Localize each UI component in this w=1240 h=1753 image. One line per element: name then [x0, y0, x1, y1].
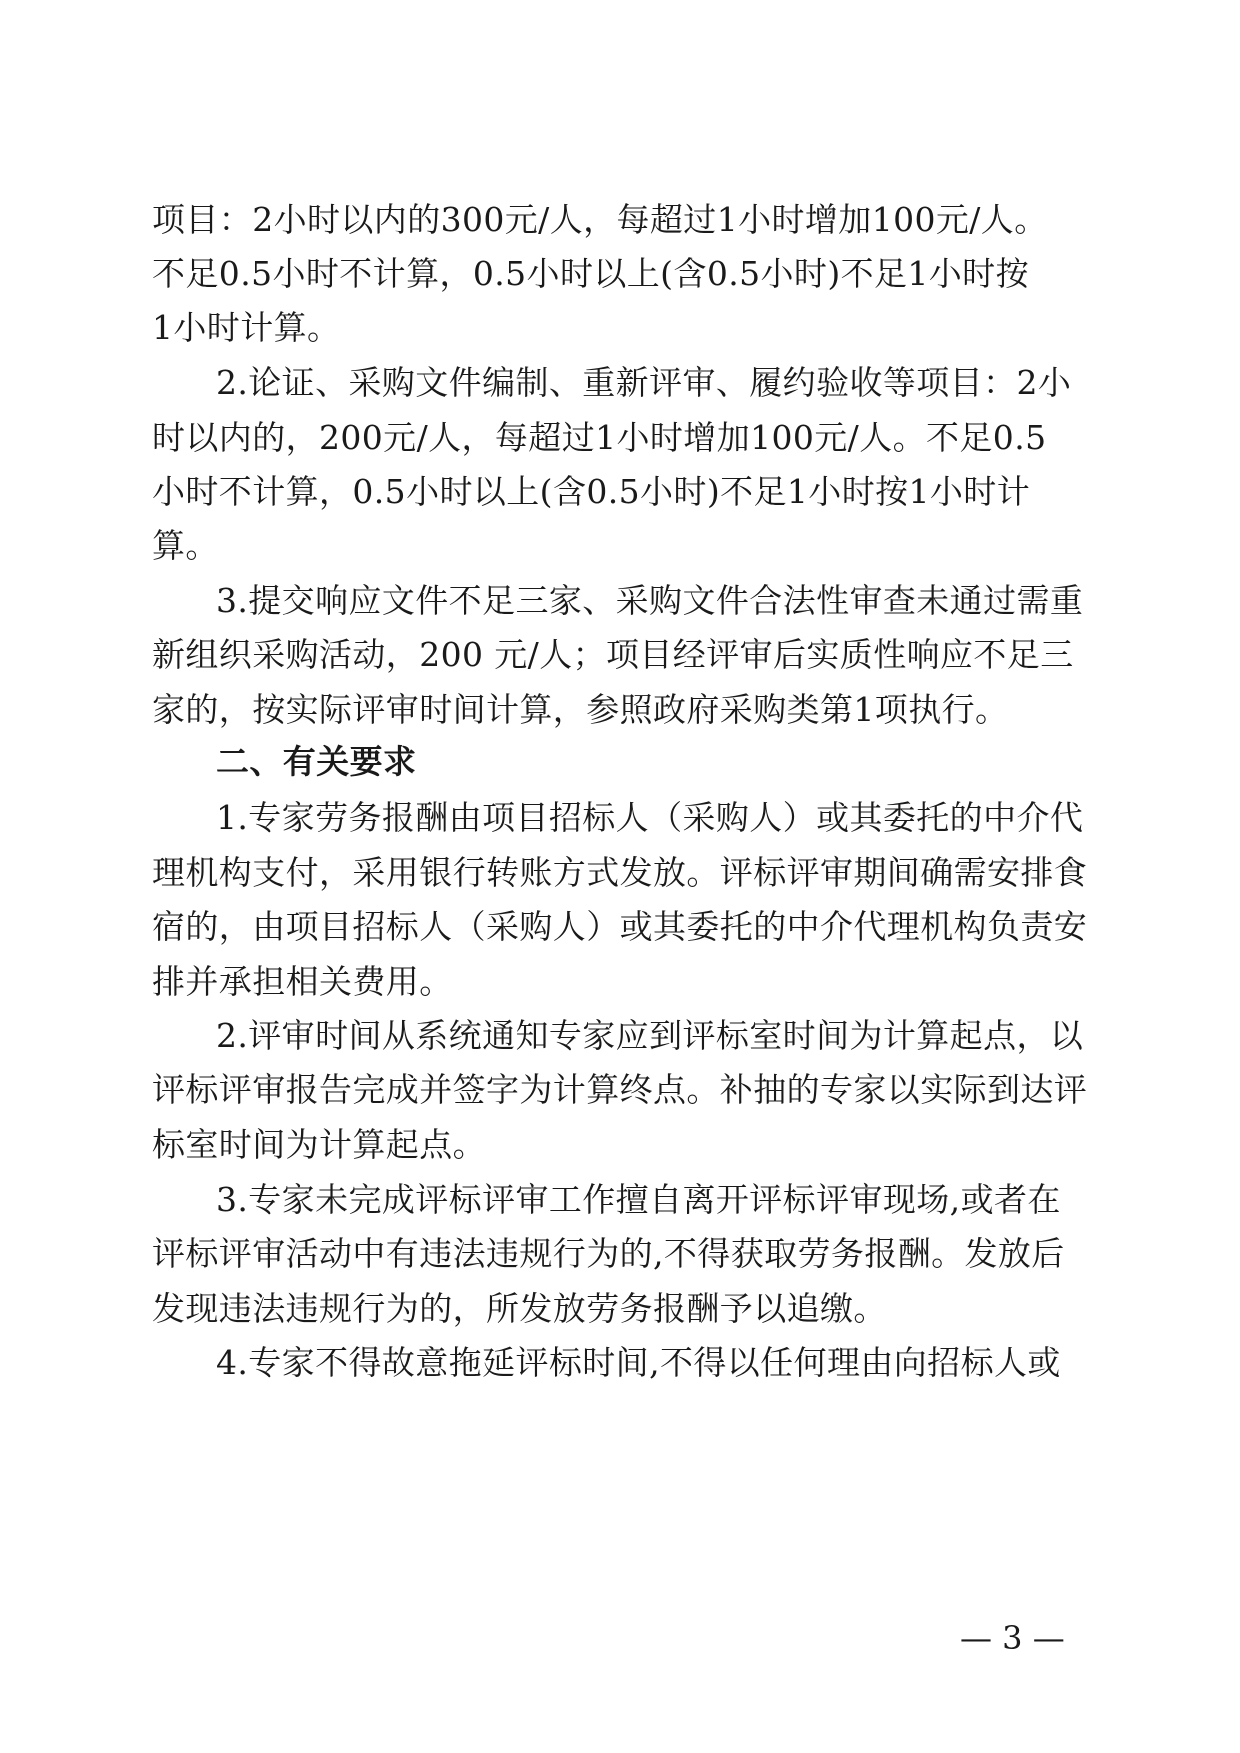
text-line: 理机构支付，采用银行转账方式发放。评标评审期间确需安排食 — [152, 853, 1088, 892]
text-line: 算。 — [152, 526, 219, 565]
text-line: 1小时计算。 — [152, 308, 341, 347]
text-line: 评标评审活动中有违法违规行为的,不得获取劳务报酬。发放后 — [152, 1234, 1065, 1273]
text-line: 宿的，由项目招标人（采购人）或其委托的中介代理机构负责安 — [152, 907, 1088, 946]
text-line: 4.专家不得故意拖延评标时间,不得以任何理由向招标人或 — [216, 1343, 1061, 1382]
text-line: 标室时间为计算起点。 — [152, 1125, 486, 1164]
section-heading: 二、有关要求 — [216, 742, 417, 781]
text-line: 1.专家劳务报酬由项目招标人（采购人）或其委托的中介代 — [216, 798, 1084, 837]
text-line: 评标评审报告完成并签字为计算终点。补抽的专家以实际到达评 — [152, 1070, 1088, 1109]
text-line: 不足0.5小时不计算，0.5小时以上(含0.5小时)不足1小时按 — [152, 254, 1029, 293]
text-line: 3.专家未完成评标评审工作擅自离开评标评审现场,或者在 — [216, 1180, 1061, 1219]
page-number: — 3 — — [960, 1619, 1065, 1657]
text-line: 3.提交响应文件不足三家、采购文件合法性审查未通过需重 — [216, 581, 1084, 620]
text-line: 家的，按实际评审时间计算，参照政府采购类第1项执行。 — [152, 690, 1009, 729]
text-line: 2.论证、采购文件编制、重新评审、履约验收等项目：2小 — [216, 363, 1072, 402]
text-line: 发现违法违规行为的，所发放劳务报酬予以追缴。 — [152, 1289, 887, 1328]
text-line: 2.评审时间从系统通知专家应到评标室时间为计算起点，以 — [216, 1016, 1084, 1055]
text-line: 新组织采购活动，200 元/人；项目经评审后实质性响应不足三 — [152, 635, 1074, 674]
text-line: 小时不计算，0.5小时以上(含0.5小时)不足1小时按1小时计 — [152, 472, 1031, 511]
text-line: 时以内的，200元/人，每超过1小时增加100元/人。不足0.5 — [152, 418, 1047, 457]
text-line: 项目：2小时以内的300元/人，每超过1小时增加100元/人。 — [152, 200, 1048, 239]
text-line: 排并承担相关费用。 — [152, 962, 453, 1001]
